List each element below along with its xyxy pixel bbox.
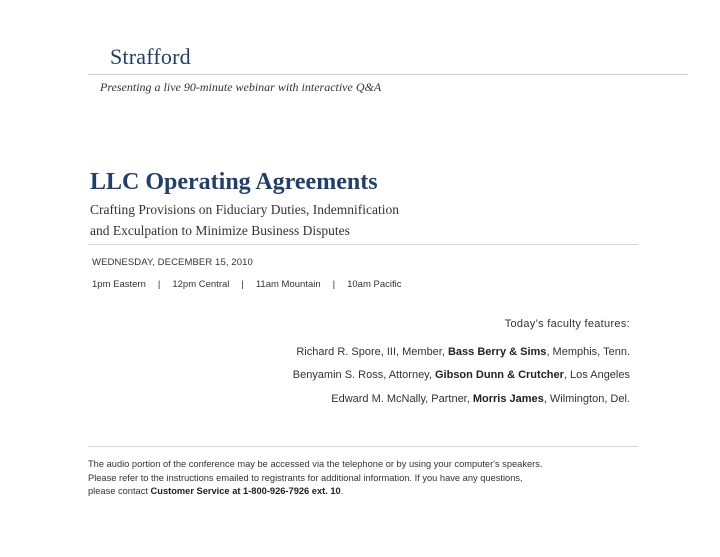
faculty-location: , Memphis, Tenn. [546,345,630,358]
header-divider [88,74,688,75]
time-mountain: 11am Mountain [255,279,321,290]
time-separator: | [157,279,161,290]
faculty-member [293,388,630,412]
time-separator: | [241,279,244,290]
time-central: 12pm Central [172,279,230,290]
faculty-firm: Morris James [472,392,544,405]
faculty-section [293,313,630,411]
faculty-name-title: Edward M. McNally, Partner, [331,392,473,405]
footer-notice [88,458,648,499]
subtitle [90,199,490,241]
time-separator: | [332,279,336,290]
customer-service-contact: Customer Service at 1-800-926-7926 ext. 10 [150,486,341,496]
event-date: WEDNESDAY, DECEMBER 15, 2010 [92,257,253,268]
subtitle-line-2: and Exculpation to Minimize Business Disputes [90,223,350,238]
footer-line-2: Please refer to the instructions emailed to registrants for additional information. If you have any questions, [88,472,523,483]
event-times [92,279,401,290]
faculty-member [293,341,630,365]
divider-bottom [88,446,638,447]
time-eastern: 1pm Eastern [92,279,146,290]
footer-contact-suffix: . [340,486,344,496]
subtitle-line-1: Crafting Provisions on Fiduciary Duties, Indemnification [90,202,399,217]
faculty-firm: Bass Berry & Sims [447,345,547,358]
divider-top [88,244,638,245]
faculty-firm: Gibson Dunn & Crutcher [434,369,564,381]
faculty-member [293,364,630,388]
strafford-logo: Strafford [110,44,191,69]
footer-contact-prefix: please contact [88,486,151,496]
footer-line-1: The audio portion of the conference may be accessed via the telephone or by using your computer's speakers. [88,459,543,469]
tagline: Presenting a live 90-minute webinar with interactive Q&A [100,80,382,94]
faculty-name-title: Richard R. Spore, III, Member, [296,345,448,358]
time-pacific: 10am Pacific [347,279,402,290]
faculty-location: , Wilmington, Del. [543,392,630,405]
page-title: LLC Operating Agreements [90,169,378,195]
faculty-name-title: Benyamin S. Ross, Attorney, [292,369,435,381]
faculty-location: , Los Angeles [563,369,630,381]
faculty-heading: Today’s faculty features: [504,318,630,330]
footer-line-3 [88,485,648,499]
